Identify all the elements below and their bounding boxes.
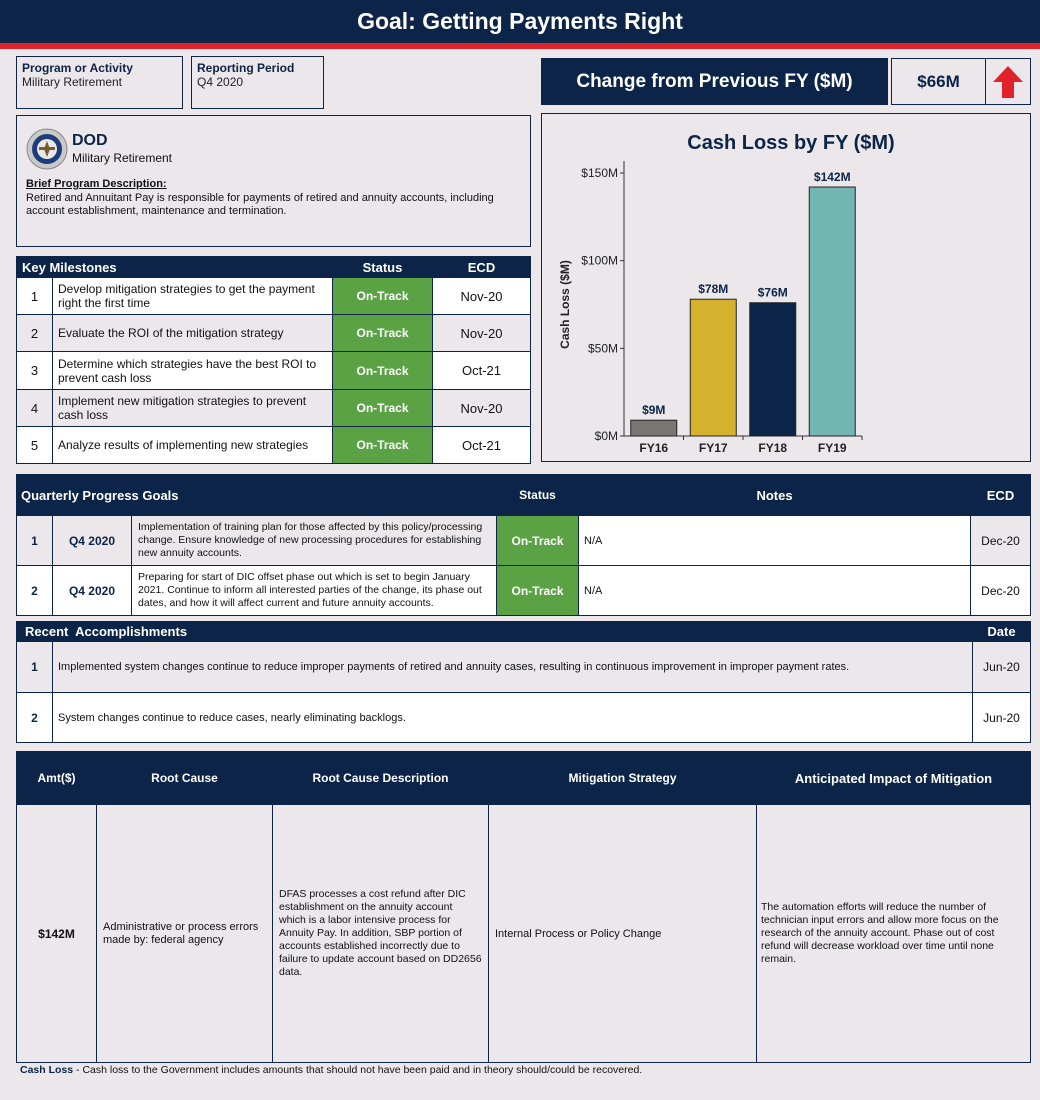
accomplishment-text: Implemented system changes continue to reduce improper payments of retired and annuity cases, resulting in continuous improvement in improper payment rates. bbox=[53, 642, 973, 693]
status-badge: On-Track bbox=[333, 352, 433, 390]
quarterly-notes: N/A bbox=[579, 516, 971, 566]
quarterly-ecd: Dec-20 bbox=[971, 566, 1031, 616]
footnote bbox=[20, 1064, 642, 1076]
rootcause-strategy: Internal Process or Policy Change bbox=[489, 805, 757, 1063]
program-label: Program or Activity bbox=[22, 61, 133, 75]
quarterly-title: Quarterly Progress Goals bbox=[17, 475, 497, 516]
amt-header: Amt($) bbox=[17, 752, 97, 805]
milestone-text: Develop mitigation strategies to get the payment right the first time bbox=[53, 278, 333, 315]
quarterly-ecd-header: ECD bbox=[971, 475, 1031, 516]
change-value: $66M bbox=[892, 59, 986, 104]
agency-description: Retired and Annuitant Pay is responsible for payments of retired and annuity accounts, including account establishment, maintenance and termination. bbox=[26, 192, 494, 217]
milestones-table bbox=[16, 256, 531, 464]
data-label: $142M bbox=[813, 170, 851, 185]
accomplishment-num: 2 bbox=[17, 693, 53, 743]
rootcause-desc: DFAS processes a cost refund after DIC establishment on the annuity account which is a labor intensive process for Annuity Pay. In addition, SBP portion of accounts established incorrectly due to failure to update account based on DD2656 data. bbox=[273, 805, 489, 1063]
table-row bbox=[17, 693, 1031, 743]
table-row bbox=[17, 352, 531, 390]
milestone-num: 3 bbox=[17, 352, 53, 390]
quarterly-text: Implementation of training plan for those affected by this policy/processing change. Ensure knowledge of new processing procedures for establishing new annuity accounts. bbox=[132, 516, 497, 566]
impact-header: Anticipated Impact of Mitigation bbox=[757, 752, 1031, 805]
rootcause-impact: The automation efforts will reduce the number of technician input errors and allow more focus on the research of the annuity account. Phase out of cost refund will decrease workload over time until none remain. bbox=[757, 805, 1031, 1063]
milestone-num: 1 bbox=[17, 278, 53, 315]
x-tick-label: FY19 bbox=[817, 441, 847, 455]
period-label: Reporting Period bbox=[197, 61, 295, 75]
accomplishment-date: Jun-20 bbox=[973, 693, 1031, 743]
agency-box bbox=[16, 115, 531, 247]
quarterly-text: Preparing for start of DIC offset phase out which is set to begin January 2021. Continue to inform all interested parties of the change, its phase out dates, and how it will affect current and future annuity accounts. bbox=[132, 566, 497, 616]
desc-header: Root Cause Description bbox=[273, 752, 489, 805]
milestone-ecd: Nov-20 bbox=[433, 278, 531, 315]
y-tick-label: $150M bbox=[581, 166, 618, 180]
quarterly-quarter: Q4 2020 bbox=[53, 516, 132, 566]
footnote-text: - Cash loss to the Government includes amounts that should not have been paid and in theory should/could be recovered. bbox=[73, 1064, 643, 1076]
agency-program: Military Retirement bbox=[72, 151, 173, 165]
period-box bbox=[191, 56, 324, 109]
bar bbox=[809, 187, 855, 436]
program-value: Military Retirement bbox=[22, 75, 123, 89]
milestones-status-header: Status bbox=[333, 257, 433, 278]
data-label: $9M bbox=[642, 403, 666, 418]
milestone-text: Implement new mitigation strategies to prevent cash loss bbox=[53, 390, 333, 427]
y-tick-label: $100M bbox=[581, 253, 618, 268]
quarterly-quarter: Q4 2020 bbox=[53, 566, 132, 616]
status-badge: On-Track bbox=[497, 566, 579, 616]
cause-header: Root Cause bbox=[97, 752, 273, 805]
milestone-num: 4 bbox=[17, 390, 53, 427]
agency-name: DOD bbox=[72, 132, 108, 149]
milestone-ecd: Oct-21 bbox=[433, 352, 531, 390]
accomplishment-text: System changes continue to reduce cases, nearly eliminating backlogs. bbox=[53, 693, 973, 743]
accomplishment-num: 1 bbox=[17, 642, 53, 693]
milestone-ecd: Nov-20 bbox=[433, 390, 531, 427]
quarterly-notes: N/A bbox=[579, 566, 971, 616]
milestones-title: Key Milestones bbox=[17, 257, 333, 278]
quarterly-table bbox=[16, 474, 1031, 616]
table-row bbox=[17, 516, 1031, 566]
footnote-term: Cash Loss bbox=[20, 1064, 74, 1076]
accomplishments-date-header: Date bbox=[973, 622, 1031, 642]
strategy-header: Mitigation Strategy bbox=[489, 752, 757, 805]
rootcause-cause: Administrative or process errors made by: federal agency bbox=[97, 805, 273, 1063]
change-label: Change from Previous FY ($M) bbox=[541, 58, 888, 105]
dod-seal-icon bbox=[26, 128, 68, 170]
status-badge: On-Track bbox=[497, 516, 579, 566]
table-row bbox=[17, 278, 531, 315]
table-row bbox=[17, 642, 1031, 693]
quarterly-notes-header: Notes bbox=[579, 475, 971, 516]
milestone-text: Analyze results of implementing new strategies bbox=[53, 427, 333, 464]
table-row bbox=[17, 427, 531, 464]
quarterly-ecd: Dec-20 bbox=[971, 516, 1031, 566]
quarterly-status-header: Status bbox=[497, 475, 579, 516]
status-badge: On-Track bbox=[333, 427, 433, 464]
milestone-ecd: Nov-20 bbox=[433, 315, 531, 352]
table-row bbox=[17, 805, 1031, 1063]
status-badge: On-Track bbox=[333, 390, 433, 427]
table-row bbox=[17, 315, 531, 352]
x-tick-label: FY16 bbox=[639, 441, 669, 455]
chart-title: Cash Loss by FY ($M) bbox=[687, 132, 895, 154]
period-value: Q4 2020 bbox=[197, 75, 244, 89]
table-row bbox=[17, 390, 531, 427]
y-tick-label: $50M bbox=[587, 341, 618, 356]
header-accent-line bbox=[0, 43, 1040, 49]
desc-label: Brief Program Description: bbox=[26, 178, 167, 190]
quarterly-num: 1 bbox=[17, 516, 53, 566]
milestones-ecd-header: ECD bbox=[433, 257, 531, 278]
status-badge: On-Track bbox=[333, 315, 433, 352]
cash-loss-chart bbox=[542, 114, 1030, 461]
milestone-num: 2 bbox=[17, 315, 53, 352]
accomplishment-date: Jun-20 bbox=[973, 642, 1031, 693]
quarterly-num: 2 bbox=[17, 566, 53, 616]
x-tick-label: FY17 bbox=[698, 441, 728, 455]
data-label: $76M bbox=[757, 285, 788, 300]
program-box bbox=[16, 56, 183, 109]
y-axis-label: Cash Loss ($M) bbox=[558, 260, 572, 349]
up-arrow-icon bbox=[992, 65, 1024, 99]
milestone-text: Determine which strategies have the best ROI to prevent cash loss bbox=[53, 352, 333, 390]
rootcause-table bbox=[16, 751, 1031, 1063]
change-value-box bbox=[891, 58, 1031, 105]
bar bbox=[750, 303, 796, 436]
chart-panel bbox=[541, 113, 1031, 462]
accomplishments-title: Recent Accomplishments bbox=[17, 622, 973, 642]
bar bbox=[631, 420, 677, 436]
status-badge: On-Track bbox=[333, 278, 433, 315]
y-tick-label: $0M bbox=[594, 429, 618, 443]
page-title: Goal: Getting Payments Right bbox=[0, 0, 1040, 43]
table-row bbox=[17, 566, 1031, 616]
x-tick-label: FY18 bbox=[758, 441, 788, 455]
data-label: $78M bbox=[698, 282, 729, 297]
milestone-num: 5 bbox=[17, 427, 53, 464]
milestone-text: Evaluate the ROI of the mitigation strategy bbox=[53, 315, 333, 352]
accomplishments-table bbox=[16, 621, 1031, 743]
rootcause-amt: $142M bbox=[17, 805, 97, 1063]
bar bbox=[690, 299, 736, 436]
milestone-ecd: Oct-21 bbox=[433, 427, 531, 464]
